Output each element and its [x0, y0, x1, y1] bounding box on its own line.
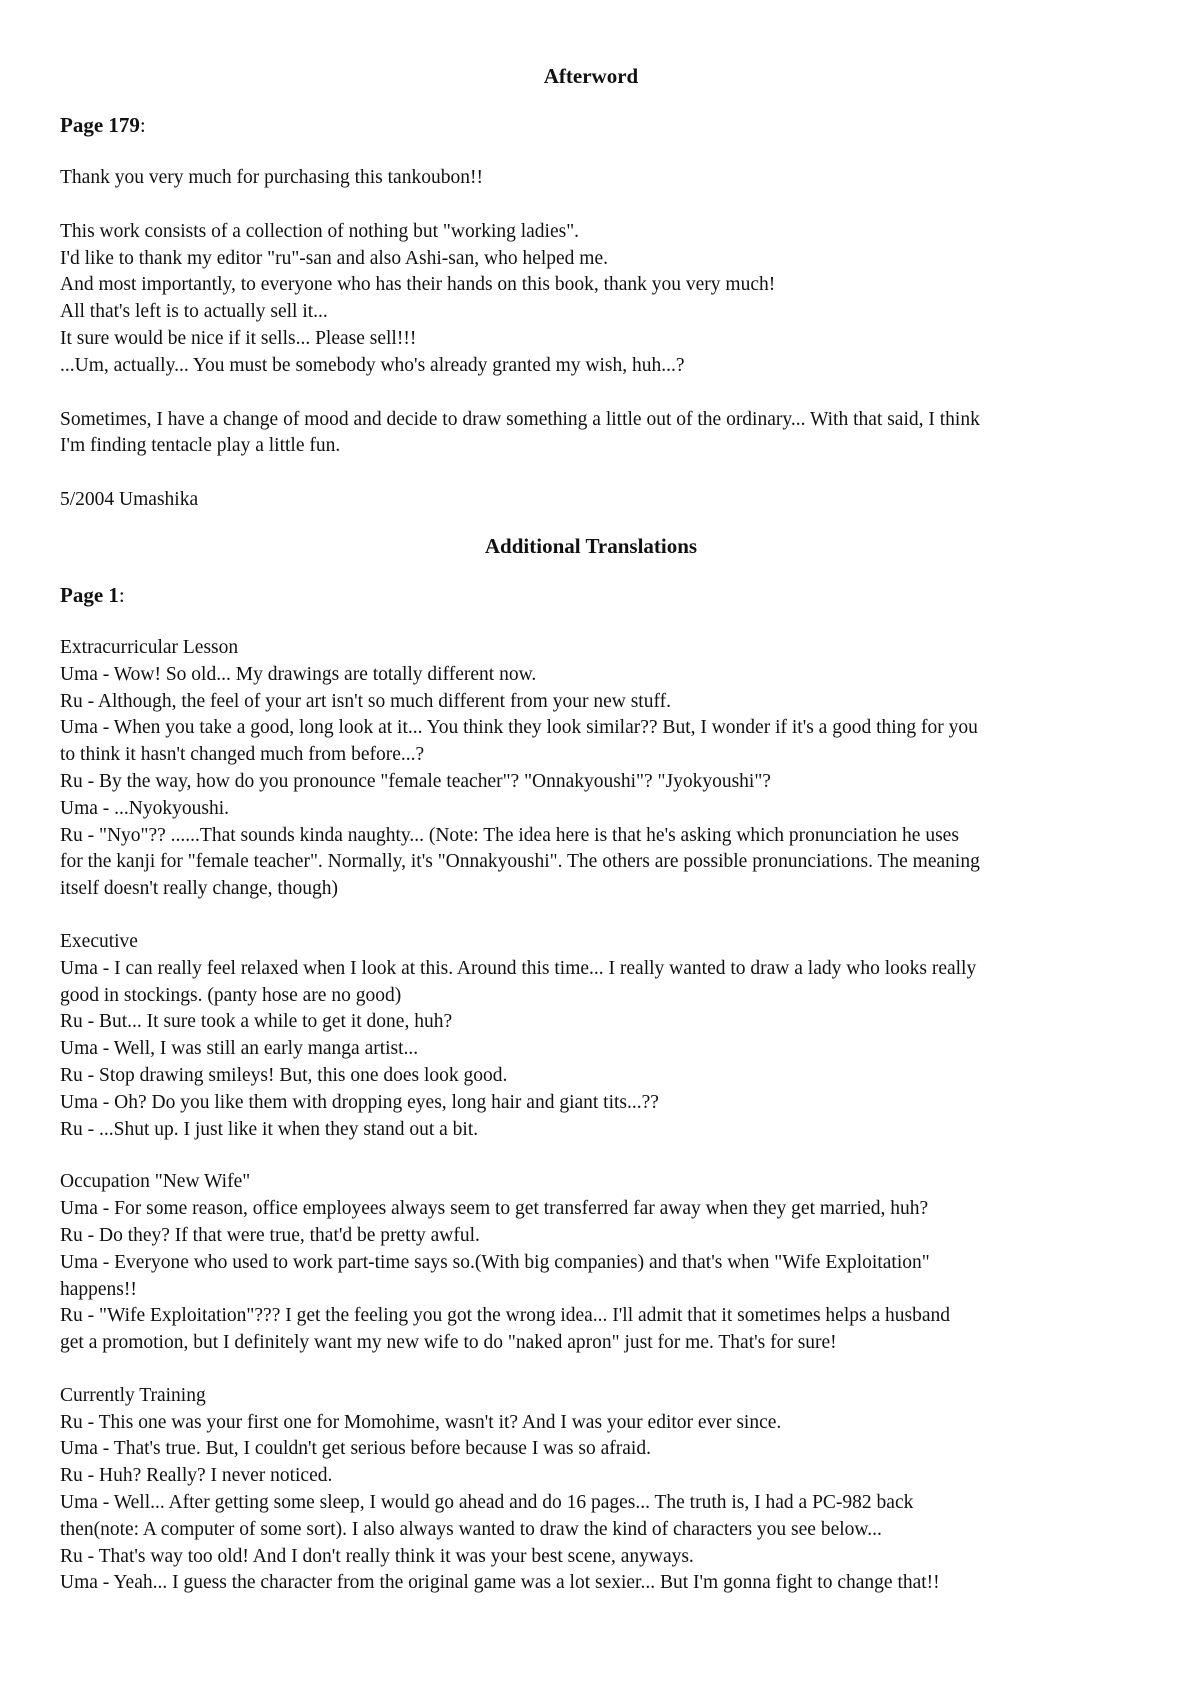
- text-line: Uma - Well... After getting some sleep, I would go ahead and do 16 pages... The truth is, I had a PC-982 back: [60, 1492, 914, 1514]
- afterword-page-label: [60, 113, 1122, 138]
- text-line: I'd like to thank my editor "ru"-san and also Ashi-san, who helped me.: [60, 247, 608, 269]
- text-line: happens!!: [60, 1278, 137, 1300]
- page-label-text: Page 1: [60, 582, 119, 607]
- section-occupation-new-wife: [60, 1169, 1122, 1357]
- text-line: Uma - I can really feel relaxed when I look at this. Around this time... I really wanted to draw a lady who looks really: [60, 957, 977, 979]
- text-line: Uma - Wow! So old... My drawings are totally different now.: [60, 663, 537, 685]
- afterword-signature: 5/2004 Umashika: [60, 489, 199, 511]
- afterword-paragraph-1: [60, 219, 1122, 380]
- afterword-title: Afterword: [543, 64, 639, 88]
- page-label-text: Page 179: [60, 113, 140, 137]
- text-line: I'm finding tentacle play a little fun.: [60, 435, 341, 457]
- section-currently-training: [60, 1383, 1122, 1597]
- section-extracurricular-lesson: [60, 635, 1122, 903]
- text-line: Uma - That's true. But, I couldn't get serious before because I was so afraid.: [60, 1438, 651, 1460]
- text-line: Uma - Well, I was still an early manga artist...: [60, 1038, 419, 1060]
- afterword-thanks: Thank you very much for purchasing this tankoubon!!: [60, 167, 483, 188]
- text-line: Uma - Everyone who used to work part-time says so.(With big companies) and that's when "Wife Exploitation": [60, 1251, 930, 1273]
- text-line: Ru - Stop drawing smileys! But, this one does look good.: [60, 1064, 508, 1086]
- text-line: Uma - When you take a good, long look at it... You think they look similar?? But, I wonder if it's a good thing for you: [60, 717, 978, 739]
- text-line: Ru - ...Shut up. I just like it when they stand out a bit.: [60, 1118, 479, 1140]
- text-line: Ru - By the way, how do you pronounce "female teacher"? "Onnakyoushi"? "Jyokyoushi"?: [60, 770, 771, 792]
- text-line: ...Um, actually... You must be somebody who's already granted my wish, huh...?: [60, 354, 685, 376]
- text-line: Uma - ...Nyokyoushi.: [60, 797, 229, 819]
- page-label-colon: :: [118, 582, 125, 607]
- text-line: Uma - Oh? Do you like them with dropping eyes, long hair and giant tits...??: [60, 1091, 659, 1113]
- section-executive: [60, 929, 1122, 1143]
- text-line: itself doesn't really change, though): [60, 878, 339, 900]
- text-line: Ru - This one was your first one for Momohime, wasn't it? And I was your editor ever since.: [60, 1411, 782, 1433]
- text-line: for the kanji for "female teacher". Normally, it's "Onnakyoushi". The others are possible pronunciations. The meaning: [60, 851, 980, 873]
- text-line: then(note: A computer of some sort). I also always wanted to draw the kind of characters you see below...: [60, 1518, 882, 1540]
- text-line: This work consists of a collection of nothing but "working ladies".: [60, 220, 580, 242]
- text-line: Ru - "Wife Exploitation"??? I get the feeling you got the wrong idea... I'll admit that it sometimes helps a husband: [60, 1305, 950, 1327]
- text-line: get a promotion, but I definitely want my new wife to do "naked apron" just for me. That's for sure!: [60, 1332, 837, 1354]
- text-line: good in stockings. (panty hose are no good): [60, 984, 402, 1006]
- text-line: And most importantly, to everyone who has their hands on this book, thank you very much!: [60, 274, 776, 296]
- text-line: Uma - For some reason, office employees always seem to get transferred far away when they get married, huh?: [60, 1198, 929, 1220]
- text-line: Sometimes, I have a change of mood and decide to draw something a little out of the ordinary... With that said, I think: [60, 408, 980, 430]
- text-line: Ru - That's way too old! And I don't really think it was your best scene, anyways.: [60, 1545, 694, 1567]
- section-title: Executive: [60, 930, 138, 952]
- section-title: Extracurricular Lesson: [60, 636, 239, 658]
- text-line: Ru - Although, the feel of your art isn't so much different from your new stuff.: [60, 690, 671, 712]
- afterword-paragraph-2: [60, 407, 1122, 461]
- text-line: Uma - Yeah... I guess the character from the original game was a lot sexier... But I'm gonna fight to change that!!: [60, 1572, 940, 1594]
- additional-translations-title: Additional Translations: [484, 533, 698, 558]
- text-line: All that's left is to actually sell it...: [60, 301, 328, 323]
- additional-page-label: [60, 583, 1122, 608]
- section-title: Currently Training: [60, 1384, 206, 1406]
- section-title: Occupation "New Wife": [60, 1171, 251, 1193]
- page-label-colon: :: [139, 113, 146, 137]
- text-line: Ru - Do they? If that were true, that'd be pretty awful.: [60, 1224, 480, 1246]
- text-line: Ru - "Nyo"?? ......That sounds kinda naughty... (Note: The idea here is that he's asking which pronunciation he uses: [60, 824, 959, 846]
- text-line: Ru - But... It sure took a while to get it done, huh?: [60, 1011, 453, 1033]
- text-line: to think it hasn't changed much from before...?: [60, 744, 425, 766]
- text-line: Ru - Huh? Really? I never noticed.: [60, 1465, 333, 1487]
- text-line: It sure would be nice if it sells... Please sell!!!: [60, 327, 417, 349]
